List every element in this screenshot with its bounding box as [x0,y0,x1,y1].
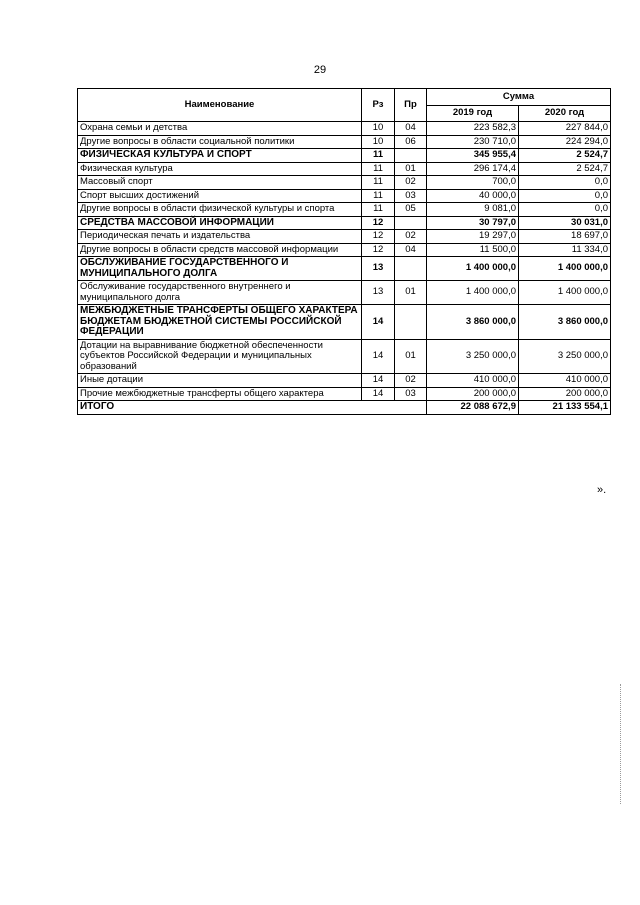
row-pr: 01 [395,339,427,374]
row-value-2020: 2 524,7 [519,162,611,176]
row-value-2020: 30 031,0 [519,216,611,230]
row-value-2020: 1 400 000,0 [519,257,611,281]
header-sum: Сумма [427,89,611,106]
row-pr: 05 [395,203,427,217]
total-2019: 22 088 672,9 [427,401,519,415]
row-value-2019: 3 250 000,0 [427,339,519,374]
row-name: Физическая культура [78,162,362,176]
row-rz: 11 [362,176,395,190]
budget-table [77,88,611,415]
table-row [78,162,611,176]
total-2020: 21 133 554,1 [519,401,611,415]
row-name: Другие вопросы в области физической культуры и спорта [78,203,362,217]
page-number: 29 [313,64,327,76]
table-row [78,135,611,149]
header-name: Наименование [78,89,362,122]
table-row [78,339,611,374]
row-rz: 11 [362,203,395,217]
table-row [78,305,611,340]
row-pr [395,149,427,163]
table-row [78,243,611,257]
row-name: Другие вопросы в области социальной политики [78,135,362,149]
row-rz: 12 [362,243,395,257]
table-row [78,230,611,244]
row-value-2020: 200 000,0 [519,387,611,401]
row-name: Другие вопросы в области средств массовой информации [78,243,362,257]
row-value-2019: 410 000,0 [427,374,519,388]
row-value-2019: 30 797,0 [427,216,519,230]
row-rz: 10 [362,122,395,136]
table-row [78,203,611,217]
row-value-2020: 3 860 000,0 [519,305,611,340]
table-row [78,257,611,281]
row-value-2020: 0,0 [519,189,611,203]
table-row [78,387,611,401]
row-pr: 01 [395,162,427,176]
row-rz: 13 [362,281,395,305]
row-rz: 14 [362,387,395,401]
header-year-2019: 2019 год [427,105,519,122]
row-rz: 10 [362,135,395,149]
row-value-2020: 0,0 [519,203,611,217]
row-rz: 12 [362,230,395,244]
row-value-2020: 410 000,0 [519,374,611,388]
row-value-2019: 345 955,4 [427,149,519,163]
row-value-2019: 9 081,0 [427,203,519,217]
row-pr: 02 [395,176,427,190]
row-name: Иные дотации [78,374,362,388]
row-name: Дотации на выравнивание бюджетной обеспеченности субъектов Российской Федерации и муниципальных образований [78,339,362,374]
margin-dots [620,684,622,804]
row-value-2020: 227 844,0 [519,122,611,136]
row-value-2019: 200 000,0 [427,387,519,401]
row-value-2019: 296 174,4 [427,162,519,176]
row-name: МЕЖБЮДЖЕТНЫЕ ТРАНСФЕРТЫ ОБЩЕГО ХАРАКТЕРА БЮДЖЕТАМ БЮДЖЕТНОЙ СИСТЕМЫ РОССИЙСКОЙ ФЕДЕРАЦИИ [78,305,362,340]
row-rz: 14 [362,305,395,340]
row-rz: 14 [362,339,395,374]
table-row [78,216,611,230]
row-value-2019: 19 297,0 [427,230,519,244]
row-name: Обслуживание государственного внутреннего и муниципального долга [78,281,362,305]
row-pr [395,257,427,281]
row-name: ОБСЛУЖИВАНИЕ ГОСУДАРСТВЕННОГО И МУНИЦИПАЛЬНОГО ДОЛГА [78,257,362,281]
row-rz: 11 [362,162,395,176]
row-rz: 13 [362,257,395,281]
row-name: ФИЗИЧЕСКАЯ КУЛЬТУРА И СПОРТ [78,149,362,163]
row-name: СРЕДСТВА МАССОВОЙ ИНФОРМАЦИИ [78,216,362,230]
row-pr: 01 [395,281,427,305]
row-pr: 06 [395,135,427,149]
header-year-2020: 2020 год [519,105,611,122]
table-body [78,122,611,401]
total-row [78,401,611,415]
table-header-row [78,89,611,106]
row-value-2019: 3 860 000,0 [427,305,519,340]
row-pr: 02 [395,230,427,244]
row-value-2019: 230 710,0 [427,135,519,149]
row-value-2020: 2 524,7 [519,149,611,163]
table-row [78,374,611,388]
table-row [78,281,611,305]
row-value-2020: 1 400 000,0 [519,281,611,305]
row-value-2020: 3 250 000,0 [519,339,611,374]
row-rz: 11 [362,189,395,203]
row-value-2019: 40 000,0 [427,189,519,203]
row-name: Спорт высших достижений [78,189,362,203]
row-value-2019: 11 500,0 [427,243,519,257]
row-pr: 02 [395,374,427,388]
row-rz: 11 [362,149,395,163]
row-value-2020: 18 697,0 [519,230,611,244]
closing-quote: ». [597,484,607,496]
row-value-2019: 223 582,3 [427,122,519,136]
row-rz: 12 [362,216,395,230]
row-name: Периодическая печать и издательства [78,230,362,244]
row-value-2020: 0,0 [519,176,611,190]
row-value-2020: 224 294,0 [519,135,611,149]
row-name: Массовый спорт [78,176,362,190]
header-pr: Пр [395,89,427,122]
row-pr [395,305,427,340]
row-name: Охрана семьи и детства [78,122,362,136]
row-pr [395,216,427,230]
row-value-2020: 11 334,0 [519,243,611,257]
row-name: Прочие межбюджетные трансферты общего характера [78,387,362,401]
total-label: ИТОГО [78,401,427,415]
row-pr: 04 [395,243,427,257]
row-value-2019: 1 400 000,0 [427,257,519,281]
row-rz: 14 [362,374,395,388]
row-value-2019: 1 400 000,0 [427,281,519,305]
header-rz: Рз [362,89,395,122]
row-pr: 03 [395,387,427,401]
table-row [78,189,611,203]
table-row [78,149,611,163]
row-value-2019: 700,0 [427,176,519,190]
table-row [78,122,611,136]
table-row [78,176,611,190]
row-pr: 03 [395,189,427,203]
row-pr: 04 [395,122,427,136]
